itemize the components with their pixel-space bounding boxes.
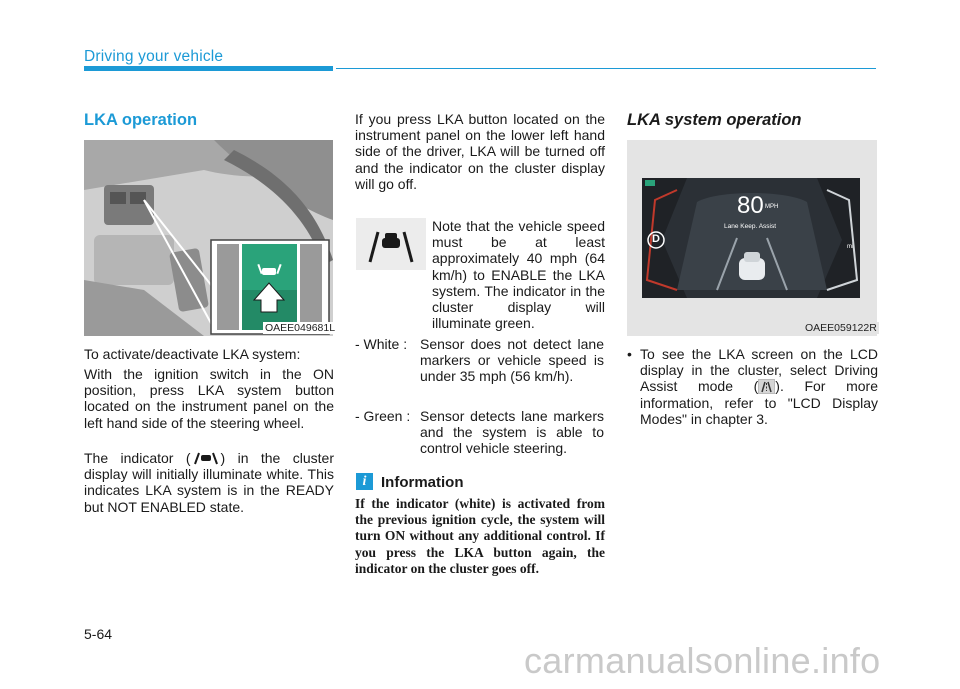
indicator-text-before: The indicator ( — [84, 450, 191, 466]
instruction-text-before: To see the LKA screen on the LCD display in the cluster, select Driving Assist mode ( — [640, 346, 878, 395]
list-item — [355, 408, 605, 458]
list-item — [355, 336, 605, 402]
cluster-speed-unit: MPH — [765, 204, 779, 210]
activate-instruction: To activate/deactivate LKA system: — [84, 346, 301, 362]
list-text-white: Sensor does not detect lane markers or vehicle speed is under 35 mph (56 km/h). — [420, 336, 604, 385]
lka-indicator-icon — [191, 451, 221, 465]
cluster-display-illustration — [627, 140, 877, 336]
list-label-white: - White : — [355, 336, 408, 352]
indicator-text-after: ) in the cluster display will initially illuminate white. This indicates LKA system is in the READY but NOT ENABLED state. — [84, 450, 334, 515]
activation-paragraph: With the ignition switch in the ON position, press LKA system button located on the instrument panel on the left hand side of the steering wheel. — [84, 366, 334, 431]
bullet-marker: • — [627, 346, 632, 362]
cluster-mode-text: Lane Keep. Assist — [724, 223, 777, 230]
info-icon: i — [356, 473, 373, 490]
information-title: Information — [381, 474, 464, 491]
driving-assist-mode-icon — [758, 379, 775, 394]
lka-operation-title: LKA operation — [84, 111, 198, 129]
lka-system-operation-title: LKA system operation — [627, 111, 802, 129]
information-text: If the indicator (white) is activated from the previous ignition cycle, the system will turn ON without any additional control. If you press the LKA button again, the indicator on the cluster goes off. — [355, 496, 605, 576]
dashboard-button-figure — [84, 140, 333, 336]
page-number: 5-64 — [84, 626, 113, 642]
speed-note: Note that the vehicle speed must be at least approximately 40 mph (64 km/h) to ENABLE the LKA system. The indicator in the cluster display will illuminate green. — [432, 218, 605, 332]
figure-code-label: OAEE049681L — [265, 322, 336, 334]
cluster-speed: 80 — [737, 192, 764, 219]
cluster-display-figure — [627, 140, 877, 336]
header-bar — [84, 66, 333, 71]
list-label-green: - Green : — [355, 408, 411, 424]
figure-code-label: OAEE059122R — [805, 322, 877, 334]
lka-indicator-note-icon — [356, 218, 426, 270]
lka-off-paragraph: If you press LKA button located on the instrument panel on the lower left hand side of the driver, LKA will be turned off and the indicator on the cluster display will go off. — [355, 111, 605, 192]
cluster-gear: D — [652, 233, 660, 245]
indicator-paragraph — [84, 450, 334, 515]
header-rule — [336, 68, 876, 69]
cluster-fuel-unit: mi — [847, 244, 854, 250]
section-header: Driving your vehicle — [84, 48, 224, 65]
driving-assist-instruction — [640, 346, 878, 427]
instruction-text-after: ). For more information, refer to "LCD Display Modes" in chapter 3. — [640, 378, 878, 427]
list-text-green: Sensor detects lane markers and the system is able to control vehicle steering. — [420, 408, 604, 457]
dashboard-illustration — [84, 140, 333, 336]
watermark: carmanualsonline.info — [524, 640, 881, 681]
